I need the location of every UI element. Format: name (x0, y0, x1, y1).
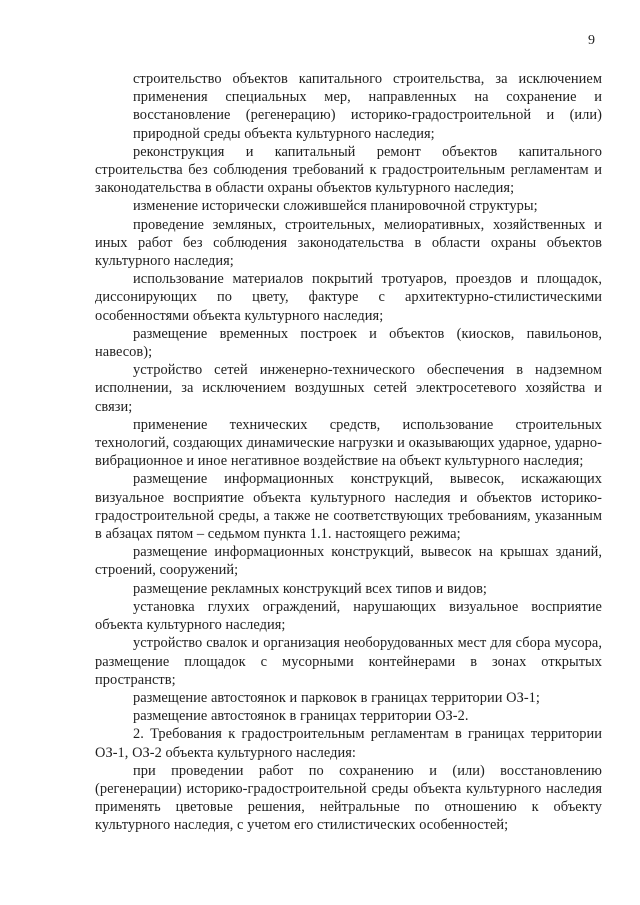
page-number: 9 (588, 33, 595, 48)
paragraph: применение технических средств, использование строительных технологий, создающих динамические нагрузки и оказывающих ударное, ударно-вибрационное и иное негативное воздействие на объект культурного наследия; (95, 416, 602, 470)
paragraph: использование материалов покрытий тротуаров, проездов и площадок, диссонирующих по цвету, фактуре с архитектурно-стилистическими особенностями объекта культурного наследия; (95, 271, 602, 324)
paragraph: при проведении работ по сохранению и (или) восстановлению (регенерации) историко-градостроительной среды объекта культурного наследия применять цветовые решения, нейтральные по отношению к объекту культурного наследия, с учетом его стилистических особенностей; (95, 762, 602, 834)
paragraph: размещение временных построек и объектов (киосков, павильонов, навесов); (95, 325, 602, 361)
paragraph: проведение земляных, строительных, мелиоративных, хозяйственных и иных работ без соблюдения законодательства в области охраны объектов культурного наследия; (95, 216, 602, 270)
paragraph: установка глухих ограждений, нарушающих визуальное восприятие объекта культурного наследия; (95, 598, 602, 634)
paragraph: строительство объектов капитального строительства, за исключением применения специальных мер, направленных на сохранение и восстановление (регенерацию) историко-градостроительной и (или) природной среды объекта культурного наследия; (133, 71, 602, 142)
paragraph: размещение автостоянок в границах территории ОЗ-2. (133, 708, 469, 725)
paragraph: устройство свалок и организация необорудованных мест для сбора мусора, размещение площадок с мусорными контейнерами в зонах открытых пространств; (95, 635, 602, 688)
paragraph: реконструкция и капитальный ремонт объектов капитального строительства без соблюдения требований к градостроительным регламентам и законодательства в области охраны объектов культурного наследия; (95, 143, 602, 197)
paragraph: размещение автостоянок и парковок в границах территории ОЗ-1; (133, 689, 540, 706)
paragraph: размещение рекламных конструкций всех типов и видов; (133, 580, 487, 597)
paragraph: устройство сетей инженерно-технического обеспечения в надземном исполнении, за исключением воздушных сетей электросетевого хозяйства и связи; (95, 362, 602, 415)
paragraph: размещение информационных конструкций, вывесок, искажающих визуальное восприятие объекта культурного наследия и объектов историко-градостроительной среды, а также не соответствующих требованиям, указанным в абзацах пятом – седьмом пункта 1.1. настоящего режима; (95, 471, 602, 543)
paragraph: изменение исторически сложившейся планировочной структуры; (133, 198, 538, 215)
paragraph: размещение информационных конструкций, вывесок на крышах зданий, строений, сооружений; (95, 544, 602, 579)
document-body (95, 70, 602, 835)
paragraph: 2. Требования к градостроительным регламентам в границах территории ОЗ-1, ОЗ-2 объекта культурного наследия: (95, 726, 602, 761)
